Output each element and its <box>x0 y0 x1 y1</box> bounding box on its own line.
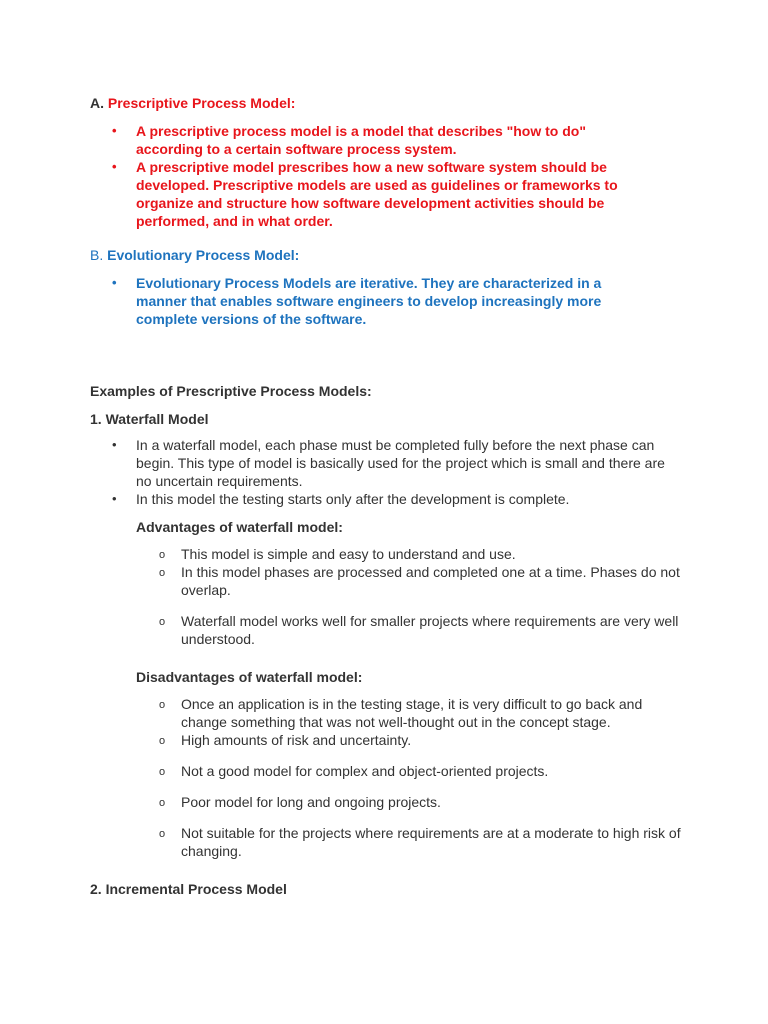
advantage-item-1: This model is simple and easy to understand and use. <box>181 546 516 562</box>
disadvantages-list <box>159 695 691 860</box>
waterfall-list <box>112 436 676 508</box>
circle-bullet-icon: o <box>159 828 166 840</box>
list-item <box>159 563 681 599</box>
section-a-list <box>112 122 656 230</box>
disadvantage-item-3: Not a good model for complex and object-oriented projects. <box>181 763 549 779</box>
circle-bullet-icon: o <box>159 766 166 778</box>
advantages-list <box>159 545 681 648</box>
advantage-item-2: In this model phases are processed and completed one at a time. Phases do not overlap. <box>181 564 680 598</box>
waterfall-bullet-2: In this model the testing starts only after the development is complete. <box>136 491 570 507</box>
list-item <box>159 545 681 563</box>
disadvantages-heading: Disadvantages of waterfall model: <box>136 669 363 685</box>
list-item <box>112 436 676 490</box>
list-item <box>159 762 691 780</box>
section-a-bullet-1: A prescriptive process model is a model that describes "how to do" according to a certain software process system. <box>136 123 586 157</box>
list-item <box>159 695 691 731</box>
list-item <box>112 490 676 508</box>
list-item <box>159 612 681 648</box>
advantage-item-3: Waterfall model works well for smaller projects where requirements are very well understood. <box>181 613 679 647</box>
waterfall-heading: 1. Waterfall Model <box>90 411 209 427</box>
section-b-heading <box>90 246 299 264</box>
disadvantage-item-4: Poor model for long and ongoing projects. <box>181 794 441 810</box>
list-item <box>112 158 656 230</box>
circle-bullet-icon: o <box>159 797 166 809</box>
list-item <box>159 793 691 811</box>
circle-bullet-icon: o <box>159 567 166 579</box>
bullet-icon: • <box>112 437 117 452</box>
section-a-title: Prescriptive Process Model: <box>107 95 296 111</box>
disadvantage-item-1: Once an application is in the testing stage, it is very difficult to go back and change something that was not well-thought out in the concept stage. <box>181 696 643 730</box>
circle-bullet-icon: o <box>159 699 166 711</box>
disadvantage-item-2: High amounts of risk and uncertainty. <box>181 732 412 748</box>
advantages-heading: Advantages of waterfall model: <box>136 519 343 535</box>
disadvantage-item-5: Not suitable for the projects where requirements are at a moderate to high risk of changing. <box>181 825 681 859</box>
list-item <box>159 731 691 749</box>
examples-heading: Examples of Prescriptive Process Models: <box>90 383 372 399</box>
bullet-icon: • <box>112 159 117 174</box>
circle-bullet-icon: o <box>159 735 166 747</box>
section-b-prefix: B. <box>90 247 104 263</box>
section-b-bullet-1: Evolutionary Process Models are iterative. They are characterized in a manner that enables software engineers to develop increasingly more complete versions of the software. <box>136 275 602 327</box>
circle-bullet-icon: o <box>159 616 166 628</box>
list-item <box>112 274 641 328</box>
list-item <box>159 824 691 860</box>
list-item <box>112 122 656 158</box>
incremental-heading: 2. Incremental Process Model <box>90 881 287 897</box>
section-b-title: Evolutionary Process Model: <box>107 247 300 263</box>
section-a-bullet-2: A prescriptive model prescribes how a new software system should be developed. Prescriptive models are used as guidelines or frameworks to organize and structure how software development activities should be performed, and in what order. <box>136 159 618 229</box>
section-a-heading <box>90 94 295 112</box>
bullet-icon: • <box>112 491 117 506</box>
waterfall-bullet-1: In a waterfall model, each phase must be completed fully before the next phase can begin. This type of model is basically used for the project which is small and there are no uncertain requirements. <box>136 437 665 489</box>
circle-bullet-icon: o <box>159 549 166 561</box>
bullet-icon: • <box>112 275 117 290</box>
section-a-prefix: A. <box>90 95 104 111</box>
bullet-icon: • <box>112 123 117 138</box>
section-b-list <box>112 274 641 328</box>
